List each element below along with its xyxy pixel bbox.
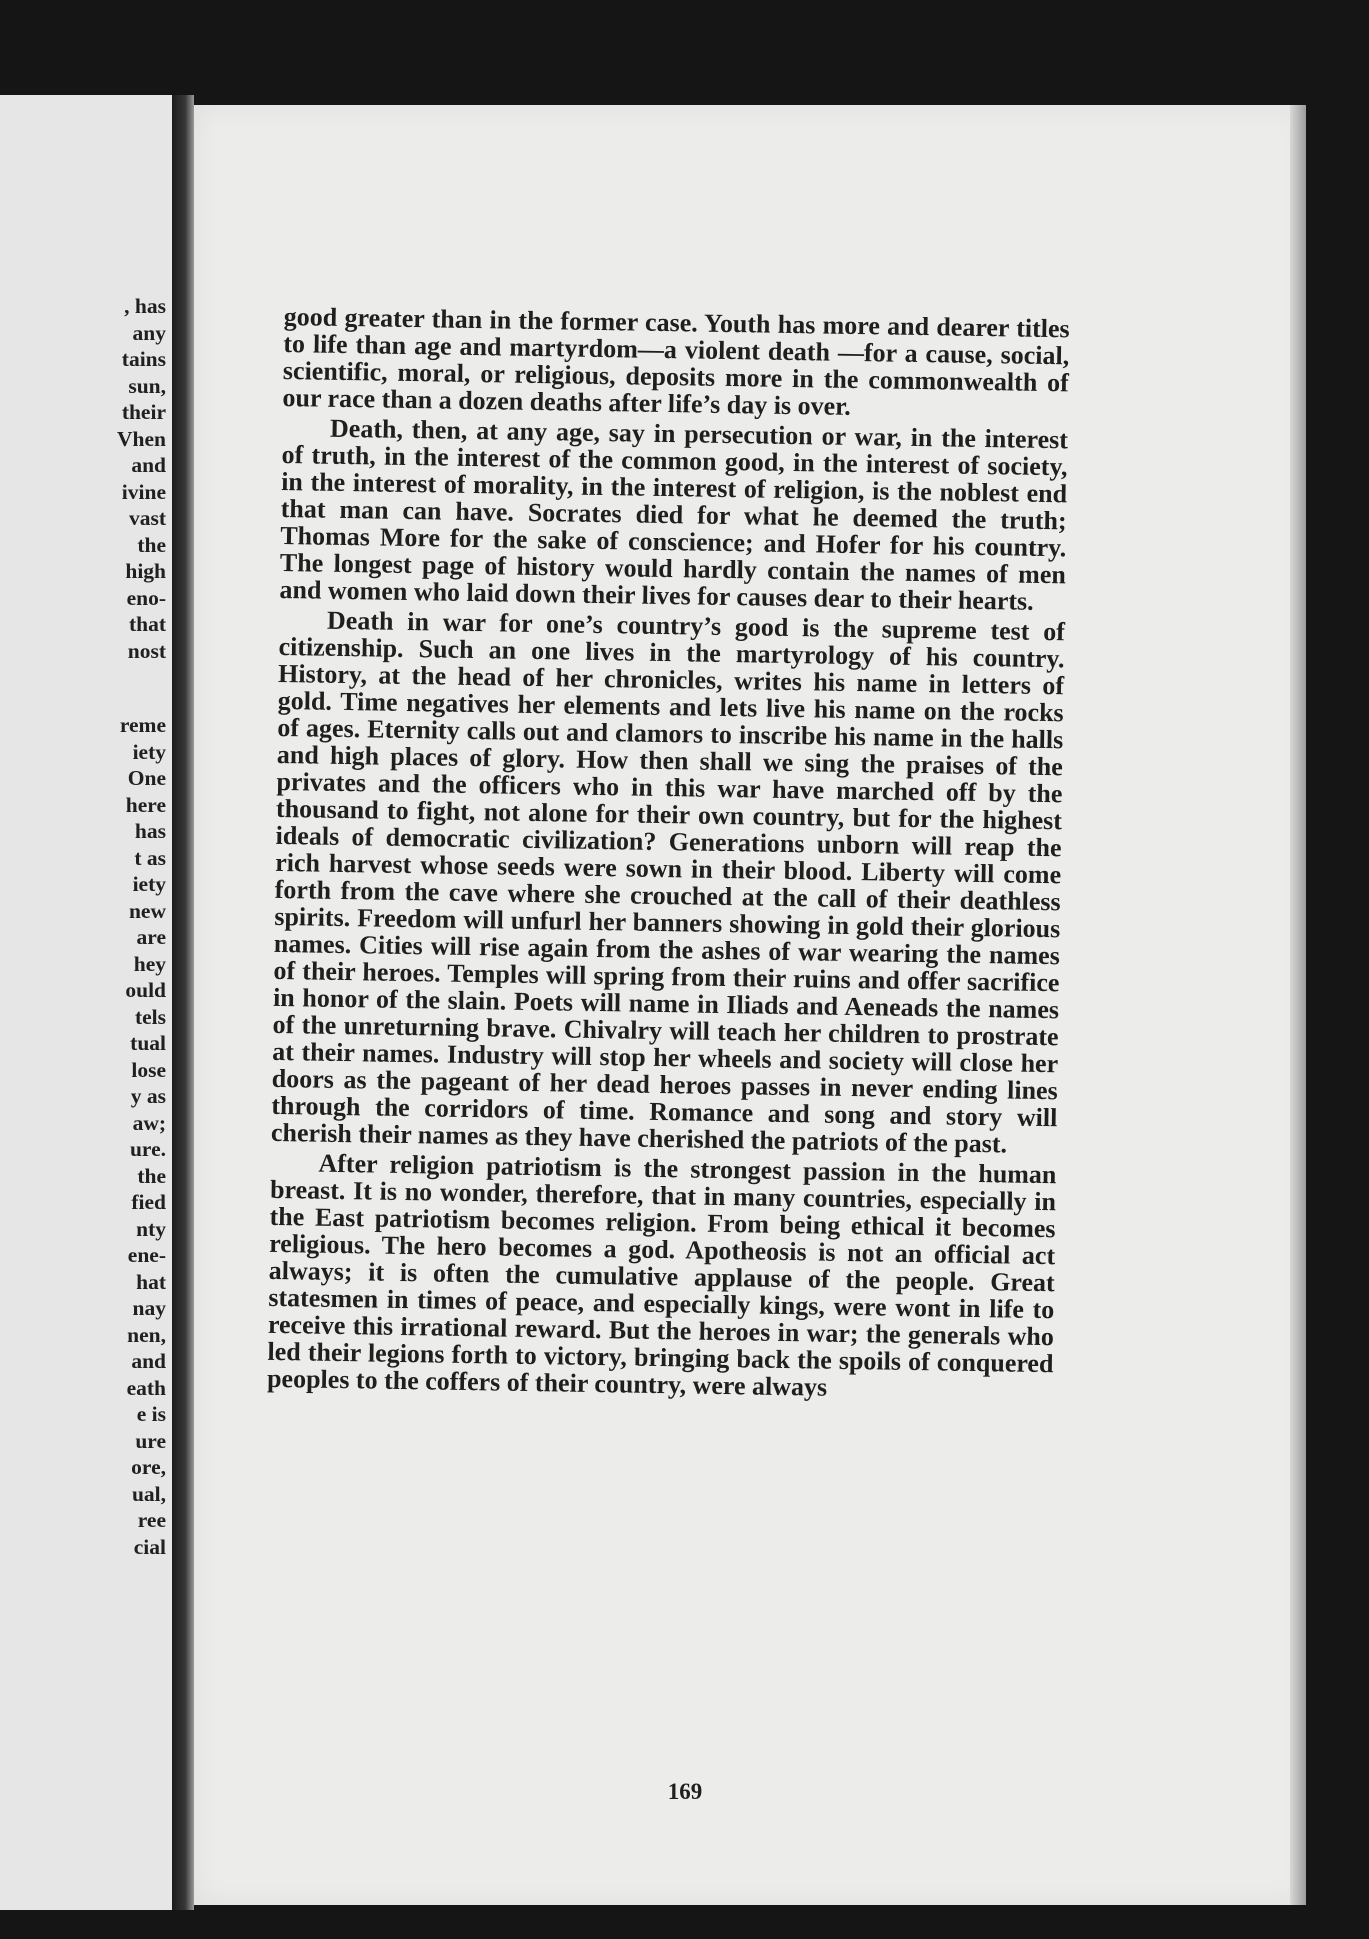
left-line: new	[128, 898, 166, 923]
book-page	[194, 105, 1306, 1905]
left-page-text	[6, 293, 166, 1560]
left-line: are	[136, 925, 166, 949]
body-text	[267, 303, 1070, 1404]
left-line: high	[125, 559, 166, 583]
left-line: reme	[119, 713, 166, 737]
left-line: eno-	[126, 585, 166, 610]
left-line: tains	[121, 347, 166, 371]
left-line: nost	[127, 638, 166, 663]
left-line	[6, 664, 166, 712]
left-line: and	[131, 1349, 166, 1373]
left-line: cial	[133, 1534, 166, 1559]
left-line: One	[127, 766, 166, 790]
left-line: lose	[131, 1057, 166, 1082]
left-line: t as	[134, 845, 166, 870]
left-line: sun,	[128, 373, 166, 398]
left-line: vast	[128, 506, 166, 530]
page-edge	[1290, 105, 1306, 1905]
paragraph-2: Death, then, at any age, say in persecution or war, in the interest of truth, in the interest of the common good, in the interest of society, in the interest of morality, in the interest of religion, is the noblest end that man can have. Socrates died for what he deemed the truth; Thomas More for the sake of conscience; and Hofer for his country. The longest page of history would hardly contain the names of men and women who laid down their lives for causes dear to their hearts.	[279, 413, 1069, 616]
left-page-fragment	[0, 95, 172, 1910]
left-line: the	[137, 1163, 166, 1188]
left-line: eath	[126, 1375, 166, 1400]
left-line: their	[121, 400, 166, 424]
left-line: ree	[137, 1508, 166, 1532]
left-line: ure	[135, 1428, 166, 1453]
left-line: ene-	[127, 1243, 166, 1267]
left-line: hat	[136, 1269, 166, 1294]
left-line: ould	[125, 978, 166, 1002]
left-line: the	[137, 532, 166, 557]
paragraph-3: Death in war for one’s country’s good is the supreme test of citizenship. Such an one lives in the martyrology of his country. History, at the head of her chronicles, writes his name in letters of gold. Time negatives her elements and lets live his name on the rocks of ages. Eternity calls out and clamors to inscribe his name in the halls and high places of glory. How then shall we sing the praises of the privates and the officers who in this war have marched off by the thousand to fight, not alone for their own country, but for the highest ideals of democratic civilization? Generations unborn will reap the rich harvest whose seeds were sown in their blood. Liberty will come forth from the cave where she crouched at the call of their deathless spirits. Freedom will unfurl her banners showing in gold their glorious names. Cities will rise again from the ashes of war wearing the names of their heroes. Temples will spring from their ruins and offer sacrifice in honor of the slain. Poets will name in Iliads and Aeneads the names of the unreturning brave. Chivalry will teach her children to prostrate at their names. Industry will stop her wheels and society will close her doors as the pageant of her dead heroes passes in never ending lines through the corridors of time. Romance and song and story will cherish their names as they have cherished the patriots of the past.	[270, 605, 1066, 1159]
left-line: nty	[136, 1216, 166, 1241]
left-line: tels	[134, 1004, 166, 1029]
left-line: hey	[133, 951, 166, 976]
left-line: nen,	[127, 1322, 166, 1347]
left-line: iety	[132, 872, 166, 896]
left-line: e is	[136, 1402, 166, 1426]
left-line: and	[131, 453, 166, 477]
page-number: 169	[667, 1779, 703, 1804]
left-line: here	[125, 792, 166, 817]
left-line: Vhen	[117, 426, 166, 451]
left-line: has	[134, 819, 166, 843]
left-line: ore,	[131, 1455, 166, 1479]
left-line: tual	[130, 1031, 166, 1055]
book-gutter	[172, 95, 194, 1910]
left-line: aw;	[132, 1110, 166, 1135]
left-line: ivine	[121, 479, 166, 504]
left-line: , has	[124, 294, 166, 318]
left-line: ual,	[131, 1481, 166, 1506]
left-line: any	[132, 320, 166, 345]
left-line: iety	[132, 739, 166, 764]
left-line: nay	[132, 1296, 166, 1320]
paragraph-4: After religion patriotism is the strongest passion in the human breast. It is no wonder, therefore, that in many countries, especially in the East patriotism becomes religion. From being ethical it becomes religious. The hero becomes a god. Apotheosis is not an official act always; it is often the cumulative applause of the people. Great statesmen in times of peace, and especially kings, were wont in life to receive this irrational reward. But the heroes in war; the generals who led their legions forth to victory, bringing back the spoils of conquered peoples to the coffers of their country, were always	[266, 1148, 1057, 1402]
left-line: that	[128, 612, 166, 636]
left-line: ure.	[129, 1137, 166, 1161]
paragraph-1: good greater than in the former case. Youth has more and dearer titles to life than age and martyrdom—a violent death —for a cause, social, scientific, moral, or religious, deposits more in the commonwealth of our race than a dozen deaths after life’s day is over.	[282, 302, 1070, 421]
left-line: fied	[131, 1190, 166, 1214]
left-line: y as	[130, 1084, 166, 1108]
